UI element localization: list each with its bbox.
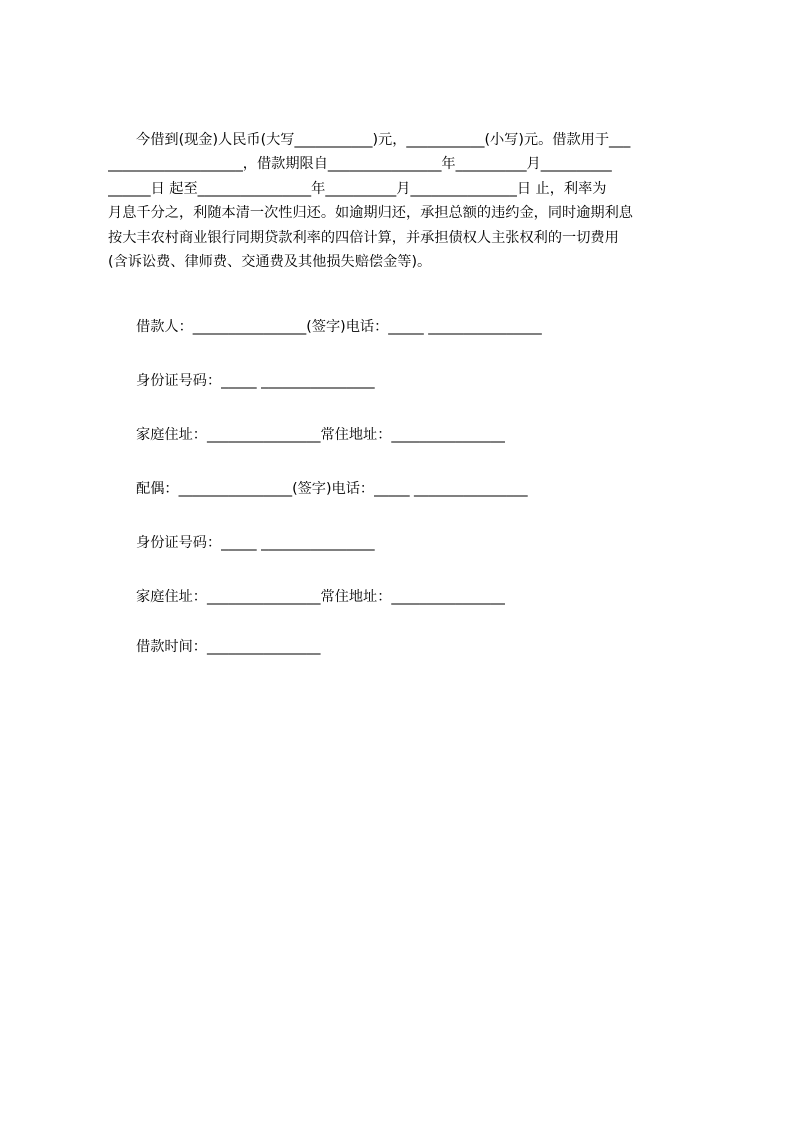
spouse-id-field: 身份证号码：_____ ________________ (136, 535, 375, 551)
loan-time-field: 借款时间：________________ (136, 639, 321, 655)
spouse-address-field: 家庭住址：________________常住地址：________________ (136, 589, 505, 605)
paragraph-line: 今借到(现金)人民币(大写___________)元，___________(小写)元。借款用于___ (136, 132, 631, 148)
paragraph-line: (含诉讼费、律师费、交通费及其他损失赔偿金等)。 (108, 253, 432, 270)
spouse-field: 配偶：________________(签字)电话：_____ ________________ (136, 481, 528, 497)
paragraph-line: ___________________，借款期限自________________年__________月__________ (108, 156, 612, 173)
paragraph-line: ______日 起至________________年__________月_______________日 止，利率为 (108, 180, 607, 197)
borrower-id-field: 身份证号码：_____ ________________ (136, 373, 375, 389)
paragraph-line: 月息千分之，利随本清一次性归还。如逾期归还，承担总额的违约金，同时逾期利息 (108, 205, 633, 222)
borrower-address-field: 家庭住址：________________常住地址：________________ (136, 427, 505, 443)
loan-terms-paragraph (108, 128, 700, 274)
borrower-field: 借款人：________________(签字)电话：_____ ________________ (136, 319, 542, 335)
paragraph-line: 按大丰农村商业银行同期贷款利率的四倍计算，并承担债权人主张权利的一切费用 (108, 229, 619, 246)
